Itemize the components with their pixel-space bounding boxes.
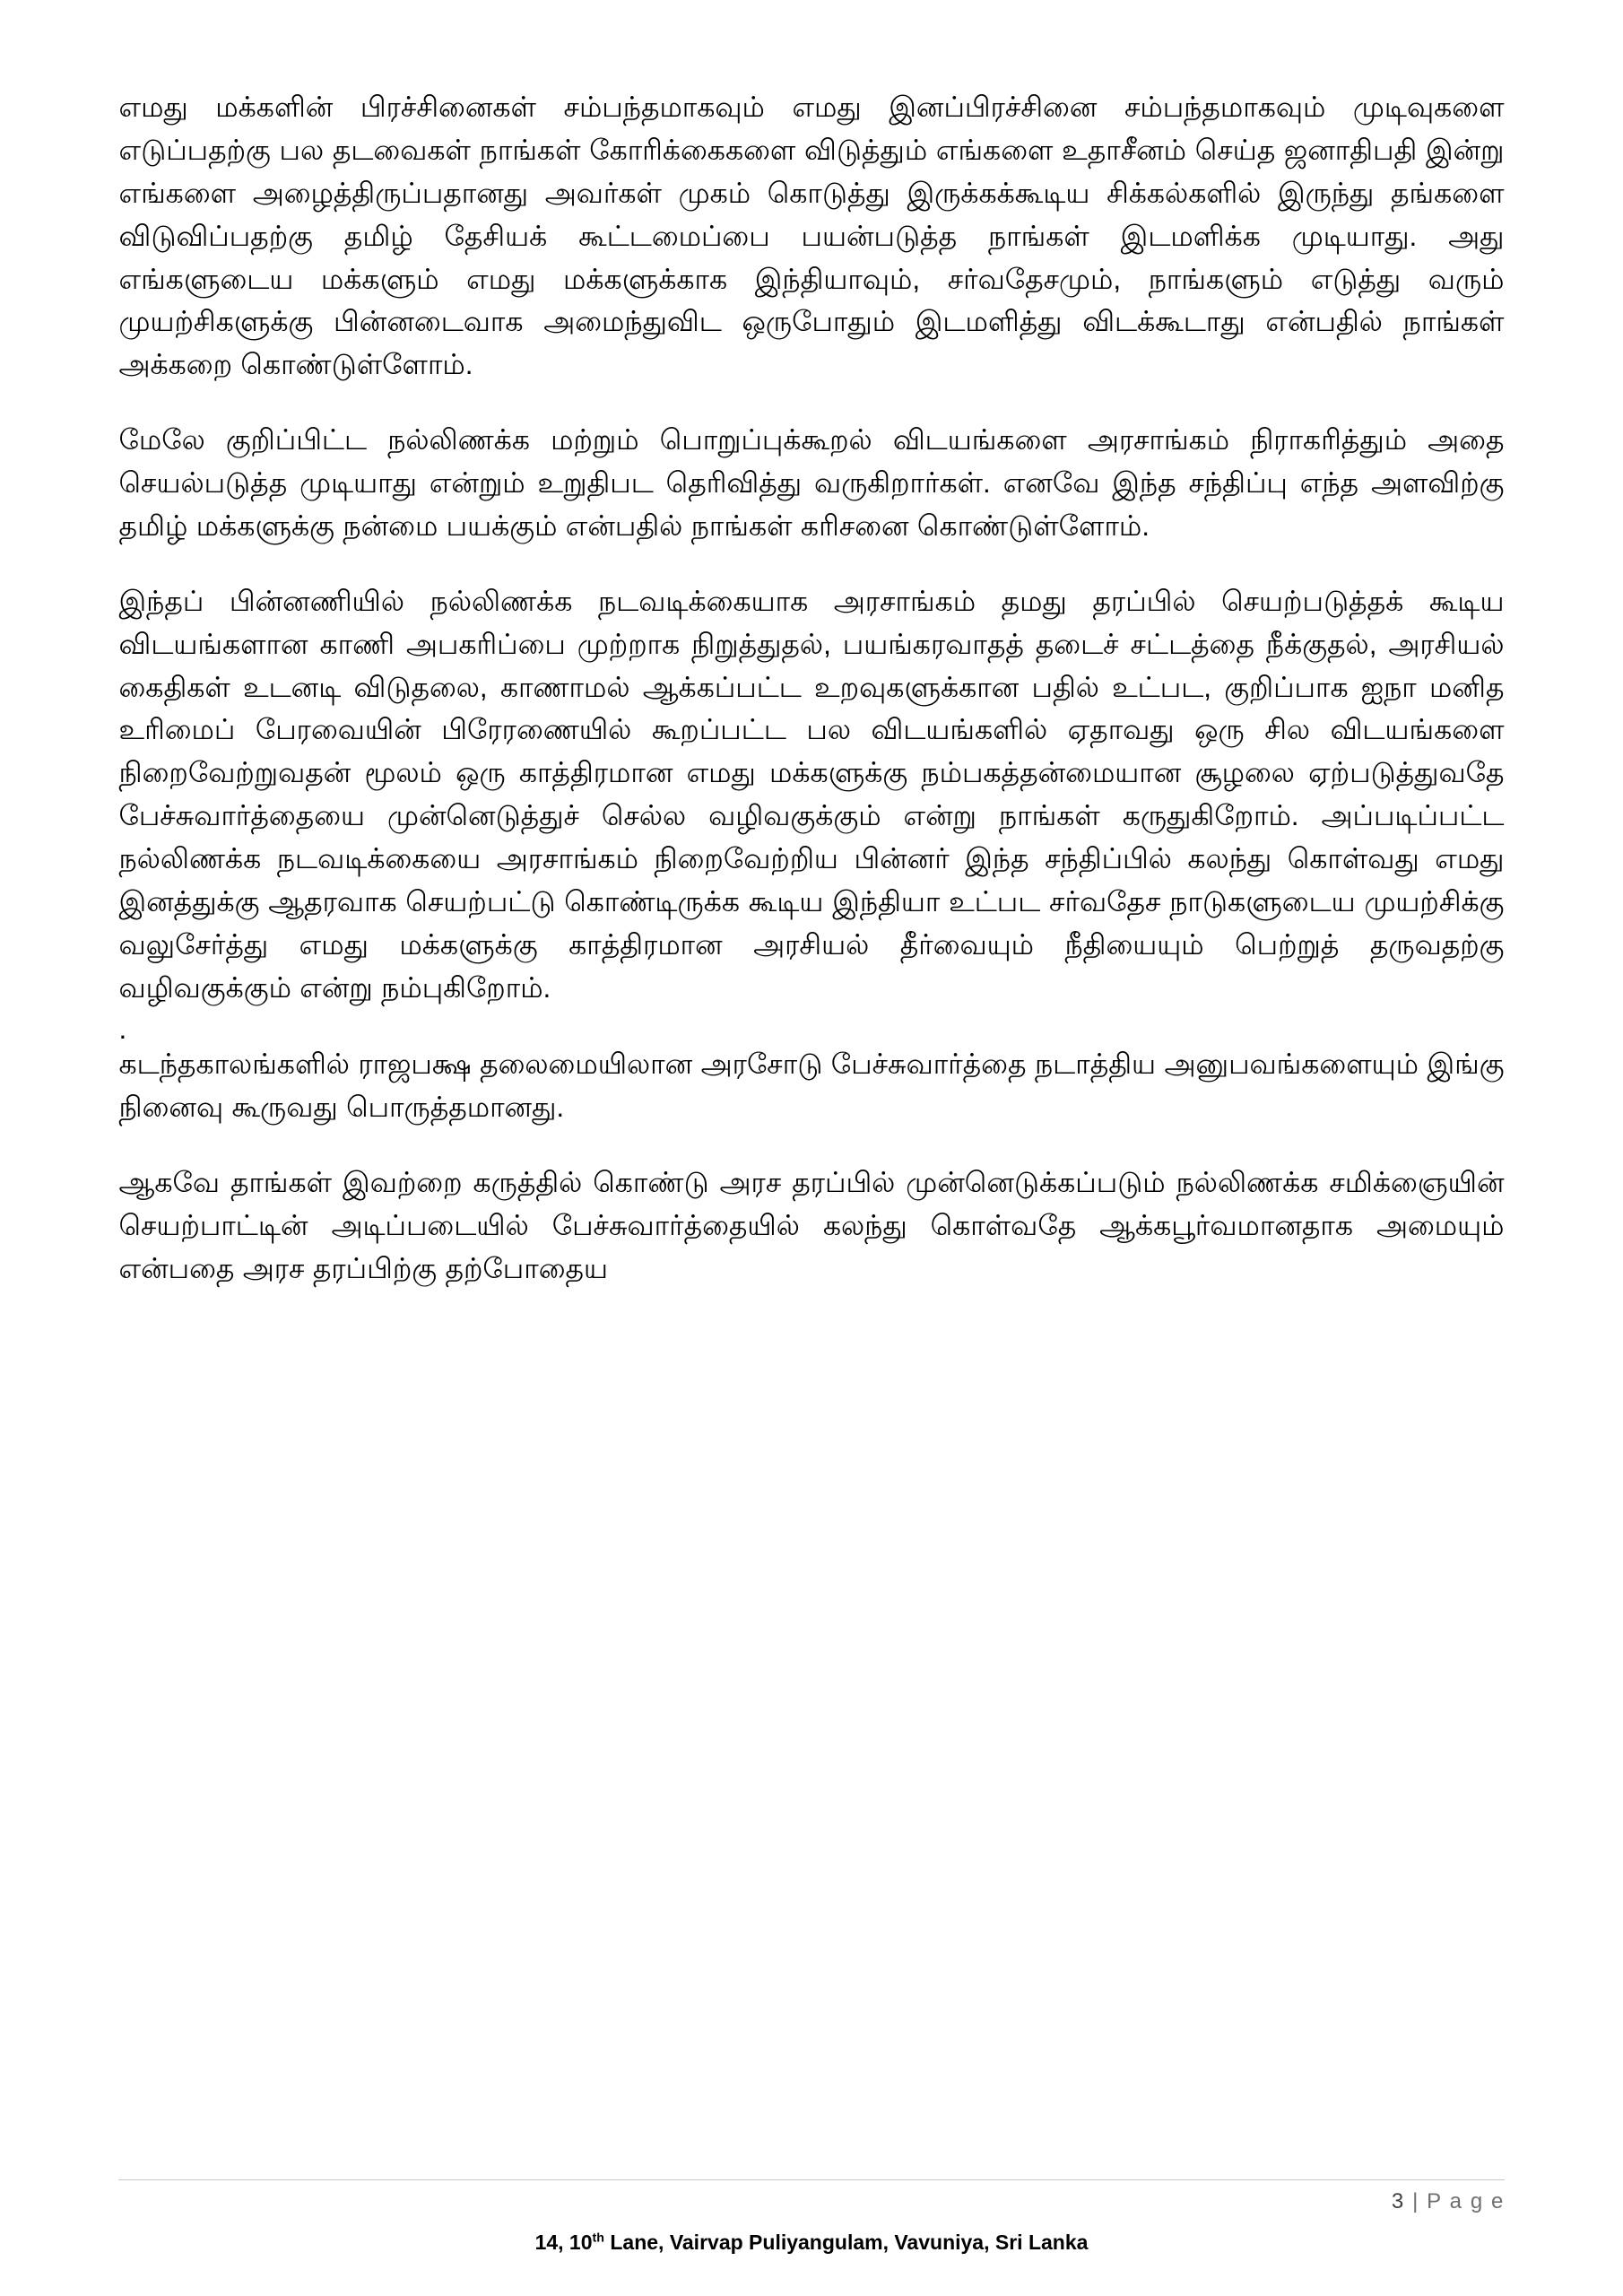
paragraph-4: கடந்தகாலங்களில் ராஜபக்ஷ தலைமையிலான அரசோடு பேச்சுவார்த்தை நடாத்திய அனுபவங்களையும் இங்கு நினைவு கூருவது பொருத்தமானது.	[118, 1048, 1505, 1123]
footer-address	[118, 2231, 1505, 2255]
footer-divider	[118, 2179, 1505, 2180]
page-number-suffix: | P a g e	[1412, 2189, 1505, 2213]
footer-address-ordinal: th	[592, 2231, 604, 2246]
document-body	[119, 86, 1505, 1290]
paragraph-3: இந்தப் பின்னணியில் நல்லிணக்க நடவடிக்கையாக அரசாங்கம் தமது தரப்பில் செயற்படுத்தக் கூடிய விடயங்களான காணி அபகரிப்பை முற்றாக நிறுத்துதல், பயங்கரவாதத் தடைச் சட்டத்தை நீக்குதல், அரசியல் கைதிகள் உடனடி விடுதலை, காணாமல் ஆக்கப்பட்ட உறவுகளுக்கான பதில் உட்பட, குறிப்பாக ஐநா மனித உரிமைப் பேரவையின் பிரேரணையில் கூறப்பட்ட பல விடயங்களில் ஏதாவது ஒரு சில விடயங்களை நிறைவேற்றுவதன் மூலம் ஒரு காத்திரமான எமது மக்களுக்கு நம்பகத்தன்மையான சூழலை ஏற்படுத்துவதே பேச்சுவார்த்தையை முன்னெடுத்துச் செல்ல வழிவகுக்கும் என்று நாங்கள் கருதுகிறோம். அப்படிப்பட்ட நல்லிணக்க நடவடிக்கையை அரசாங்கம் நிறைவேற்றிய பின்னர் இந்த சந்திப்பில் கலந்து கொள்வது எமது இனத்துக்கு ஆதரவாக செயற்பட்டு கொண்டிருக்க கூடிய இந்தியா உட்பட சர்வதேச நாடுகளுடைய முயற்சிக்கு வலுசேர்த்து எமது மக்களுக்கு காத்திரமான அரசியல் தீர்வையும் நீதியையும் பெற்றுத் தருவதற்கு வழிவகுக்கும் என்று நம்புகிறோம்.	[118, 584, 1505, 1004]
paragraph-5: ஆகவே தாங்கள் இவற்றை கருத்தில் கொண்டு அரச தரப்பில் முன்னெடுக்கப்படும் நல்லிணக்க சமிக்ஞையின் செயற்பாட்டின் அடிப்படையில் பேச்சுவார்த்தையில் கலந்து கொள்வதே ஆக்கபூர்வமானதாக அமையும் என்பதை அரச தரப்பிற்கு தற்போதைய	[118, 1165, 1505, 1284]
page-number-value: 3	[1391, 2189, 1405, 2213]
footer-address-prefix: 14, 10	[534, 2231, 593, 2254]
paragraph-2: மேலே குறிப்பிட்ட நல்லிணக்க மற்றும் பொறுப்புக்கூறல் விடயங்களை அரசாங்கம் நிராகரித்தும் அதை செயல்படுத்த முடியாது என்றும் உறுதிபட தெரிவித்து வருகிறார்கள். எனவே இந்த சந்திப்பு எந்த அளவிற்கு தமிழ் மக்களுக்கு நன்மை பயக்கும் என்பதில் நாங்கள் கரிசனை கொண்டுள்ளோம்.	[118, 423, 1505, 542]
page-number	[118, 2189, 1505, 2214]
page-footer	[118, 2179, 1505, 2296]
paragraph-1: எமது மக்களின் பிரச்சினைகள் சம்பந்தமாகவும் எமது இனப்பிரச்சினை சம்பந்தமாகவும் முடிவுகளை எடுப்பதற்கு பல தடவைகள் நாங்கள் கோரிக்கைகளை விடுத்தும் எங்களை உதாசீனம் செய்த ஜனாதிபதி இன்று எங்களை அழைத்திருப்பதானது அவர்கள் முகம் கொடுத்து இருக்கக்கூடிய சிக்கல்களில் இருந்து தங்களை விடுவிப்பதற்கு தமிழ் தேசியக் கூட்டமைப்பை பயன்படுத்த நாங்கள் இடமளிக்க முடியாது. அது எங்களுடைய மக்களும் எமது மக்களுக்காக இந்தியாவும், சர்வதேசமும், நாங்களும் எடுத்து வரும் முயற்சிகளுக்கு பின்னடைவாக அமைந்துவிட ஒருபோதும் இடமளித்து விடக்கூடாது என்பதில் நாங்கள் அக்கறை கொண்டுள்ளோம்.	[118, 91, 1505, 381]
footer-address-suffix: Lane, Vairvap Puliyangulam, Vavuniya, Sri Lanka	[603, 2231, 1089, 2254]
stray-period: .	[118, 1012, 127, 1045]
